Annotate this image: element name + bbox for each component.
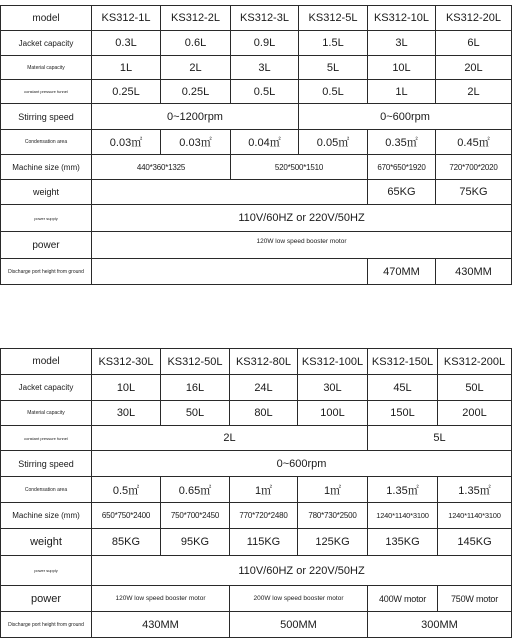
model-cell: KS312-80L [230, 349, 298, 375]
pressure-cell: 5L [368, 426, 512, 451]
size-cell: 670*650*1920 [368, 155, 436, 180]
row-label-discharge: Discharge port height from ground [1, 259, 92, 285]
model-cell: KS312-50L [161, 349, 230, 375]
material-cell: 50L [161, 401, 230, 426]
row-label-machine-size: Machine size (mm) [1, 503, 92, 529]
condensation-cell: 0.45㎡ [436, 130, 512, 155]
pressure-cell: 0.25L [161, 80, 231, 104]
weight-cell: 115KG [230, 529, 298, 556]
row-label-pressure-funnel: constant pressure funnel [1, 426, 92, 451]
discharge-cell: 500MM [230, 612, 368, 638]
row-label-power-supply: power supply [1, 556, 92, 586]
power-supply-cell: 110V/60HZ or 220V/50HZ [92, 556, 512, 586]
table-row-weight [1, 180, 512, 205]
row-label-power: power [1, 586, 92, 612]
model-cell: KS312-100L [298, 349, 368, 375]
power-cell: 400W motor [368, 586, 438, 612]
row-label-stirring: Stirring speed [1, 104, 92, 130]
discharge-cell: 300MM [368, 612, 512, 638]
material-cell: 20L [436, 56, 512, 80]
model-cell: KS312-20L [436, 6, 512, 31]
jacket-cell: 30L [298, 375, 368, 401]
discharge-cell: 470MM [368, 259, 436, 285]
table-row-material [1, 56, 512, 80]
power-cell: 750W motor [438, 586, 512, 612]
row-label-weight: weight [1, 180, 92, 205]
model-cell: KS312-5L [299, 6, 368, 31]
row-label-power: power [1, 232, 92, 259]
jacket-cell: 10L [92, 375, 161, 401]
size-cell: 440*360*1325 [92, 155, 231, 180]
table-row-pressure-funnel [1, 426, 512, 451]
size-cell: 1240*1140*3100 [438, 503, 512, 529]
power-cell: 200W low speed booster motor [230, 586, 368, 612]
stirring-cell: 0~1200rpm [92, 104, 299, 130]
table-row-stirring [1, 104, 512, 130]
table-row-power-supply [1, 205, 512, 232]
model-cell: KS312-150L [368, 349, 438, 375]
weight-cell: 75KG [436, 180, 512, 205]
table-row-weight [1, 529, 512, 556]
condensation-cell: 0.03㎡ [92, 130, 161, 155]
row-label-power-supply: power supply [1, 205, 92, 232]
condensation-cell: 1.35㎡ [438, 477, 512, 503]
table-row-discharge [1, 612, 512, 638]
weight-cell: 135KG [368, 529, 438, 556]
material-cell: 200L [438, 401, 512, 426]
row-label-material: Material capacity [1, 56, 92, 80]
discharge-cell: 430MM [92, 612, 230, 638]
jacket-cell: 1.5L [299, 31, 368, 56]
condensation-cell: 0.65㎡ [161, 477, 230, 503]
material-cell: 5L [299, 56, 368, 80]
material-cell: 150L [368, 401, 438, 426]
row-label-jacket: Jacket capacity [1, 31, 92, 56]
condensation-cell: 0.05㎡ [299, 130, 368, 155]
model-cell: KS312-2L [161, 6, 231, 31]
row-label-model: model [1, 349, 92, 375]
material-cell: 2L [161, 56, 231, 80]
material-cell: 30L [92, 401, 161, 426]
table-row-power-supply [1, 556, 512, 586]
condensation-cell: 1㎡ [298, 477, 368, 503]
model-cell: KS312-200L [438, 349, 512, 375]
condensation-cell: 1㎡ [230, 477, 298, 503]
pressure-cell: 0.5L [299, 80, 368, 104]
table-row-discharge [1, 259, 512, 285]
power-cell: 120W low speed booster motor [92, 232, 512, 259]
material-cell: 3L [231, 56, 299, 80]
model-cell: KS312-30L [92, 349, 161, 375]
jacket-cell: 0.9L [231, 31, 299, 56]
weight-cell: 65KG [368, 180, 436, 205]
model-cell: KS312-10L [368, 6, 436, 31]
size-cell: 780*730*2500 [298, 503, 368, 529]
size-cell: 720*700*2020 [436, 155, 512, 180]
table-row-model [1, 349, 512, 375]
jacket-cell: 45L [368, 375, 438, 401]
table-row-machine-size [1, 155, 512, 180]
stirring-cell: 0~600rpm [92, 451, 512, 477]
stirring-cell: 0~600rpm [299, 104, 512, 130]
condensation-cell: 0.04㎡ [231, 130, 299, 155]
pressure-cell: 0.5L [231, 80, 299, 104]
row-label-discharge: Discharge port height from ground [1, 612, 92, 638]
weight-empty-cell [92, 180, 368, 205]
weight-cell: 125KG [298, 529, 368, 556]
row-label-material: Material capacity [1, 401, 92, 426]
row-label-jacket: Jacket capacity [1, 375, 92, 401]
material-cell: 1L [92, 56, 161, 80]
jacket-cell: 6L [436, 31, 512, 56]
table-row-power [1, 232, 512, 259]
weight-cell: 95KG [161, 529, 230, 556]
material-cell: 80L [230, 401, 298, 426]
jacket-cell: 0.6L [161, 31, 231, 56]
pressure-cell: 2L [92, 426, 368, 451]
material-cell: 10L [368, 56, 436, 80]
table-row-jacket [1, 375, 512, 401]
size-cell: 770*720*2480 [230, 503, 298, 529]
jacket-cell: 3L [368, 31, 436, 56]
row-label-stirring: Stirring speed [1, 451, 92, 477]
discharge-cell: 430MM [436, 259, 512, 285]
jacket-cell: 0.3L [92, 31, 161, 56]
discharge-empty-cell [92, 259, 368, 285]
spec-table-large-models [0, 348, 512, 638]
condensation-cell: 0.03㎡ [161, 130, 231, 155]
table-row-stirring [1, 451, 512, 477]
table-row-jacket [1, 31, 512, 56]
size-cell: 520*500*1510 [231, 155, 368, 180]
condensation-cell: 1.35㎡ [368, 477, 438, 503]
weight-cell: 145KG [438, 529, 512, 556]
table-row-condensation [1, 477, 512, 503]
table-row-power [1, 586, 512, 612]
power-supply-cell: 110V/60HZ or 220V/50HZ [92, 205, 512, 232]
table-row-model [1, 6, 512, 31]
weight-cell: 85KG [92, 529, 161, 556]
row-label-weight: weight [1, 529, 92, 556]
condensation-cell: 0.35㎡ [368, 130, 436, 155]
jacket-cell: 50L [438, 375, 512, 401]
pressure-cell: 1L [368, 80, 436, 104]
model-cell: KS312-3L [231, 6, 299, 31]
table-row-condensation [1, 130, 512, 155]
condensation-cell: 0.5㎡ [92, 477, 161, 503]
row-label-condensation: Condensation area [1, 130, 92, 155]
jacket-cell: 24L [230, 375, 298, 401]
jacket-cell: 16L [161, 375, 230, 401]
material-cell: 100L [298, 401, 368, 426]
row-label-pressure-funnel: constant pressure funnel [1, 80, 92, 104]
row-label-model: model [1, 6, 92, 31]
table-row-material [1, 401, 512, 426]
size-cell: 650*750*2400 [92, 503, 161, 529]
pressure-cell: 0.25L [92, 80, 161, 104]
model-cell: KS312-1L [92, 6, 161, 31]
size-cell: 750*700*2450 [161, 503, 230, 529]
power-cell: 120W low speed booster motor [92, 586, 230, 612]
table-row-pressure-funnel [1, 80, 512, 104]
spec-table-small-models [0, 5, 512, 285]
pressure-cell: 2L [436, 80, 512, 104]
size-cell: 1240*1140*3100 [368, 503, 438, 529]
row-label-machine-size: Machine size (mm) [1, 155, 92, 180]
row-label-condensation: Condensation area [1, 477, 92, 503]
table-row-machine-size [1, 503, 512, 529]
